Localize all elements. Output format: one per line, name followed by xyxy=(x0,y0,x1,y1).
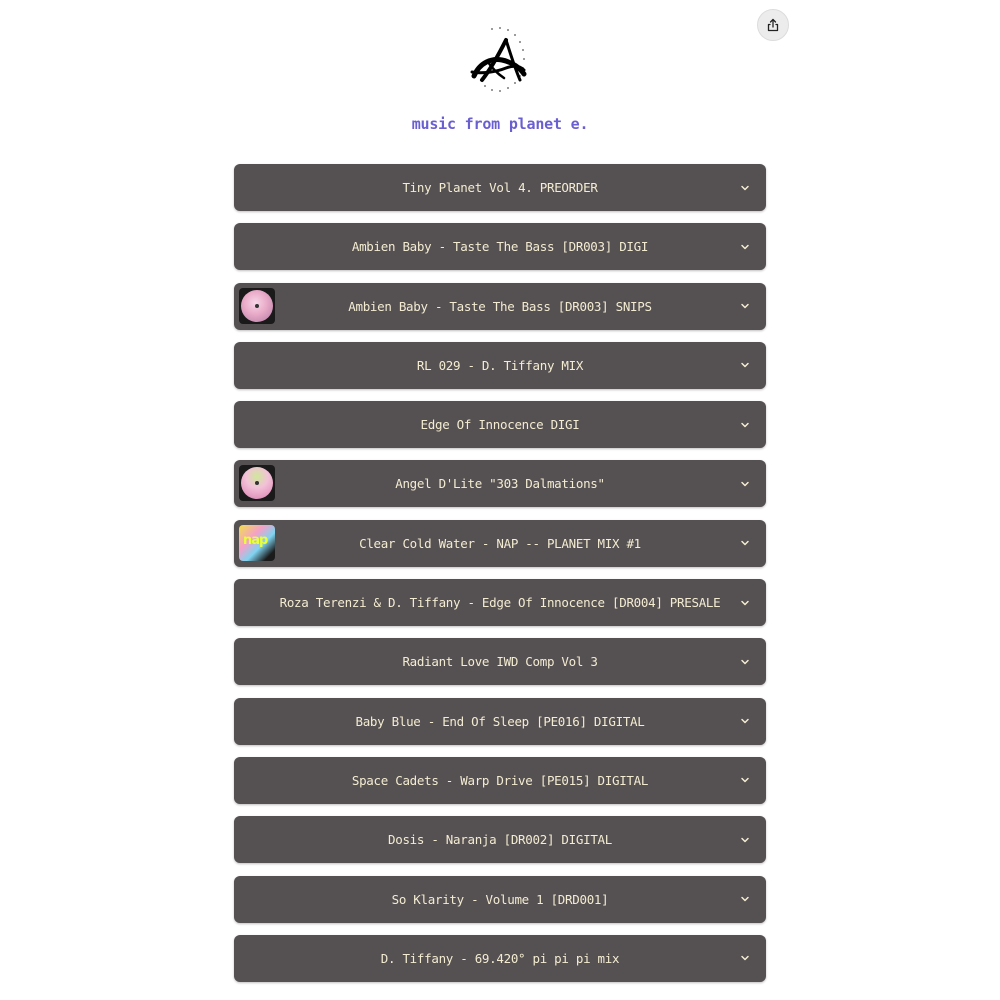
chevron-down-icon[interactable] xyxy=(740,183,750,193)
link-list xyxy=(234,164,766,994)
chevron-down-icon[interactable] xyxy=(740,953,750,963)
link-label: Ambien Baby - Taste The Bass [DR003] SNIPS xyxy=(348,298,652,314)
link-button[interactable] xyxy=(234,401,766,448)
chevron-down-icon[interactable] xyxy=(740,479,750,489)
link-label: Ambien Baby - Taste The Bass [DR003] DIGI xyxy=(351,239,649,255)
link-label: Edge Of Innocence DIGI xyxy=(420,417,580,433)
link-label: Roza Terenzi & D. Tiffany - Edge Of Innocence [DR004] PRESALE xyxy=(279,595,721,611)
link-thumbnail: nap xyxy=(239,525,275,561)
link-label: RL 029 - D. Tiffany MIX xyxy=(416,357,584,373)
link-button[interactable] xyxy=(234,283,766,330)
chevron-down-icon[interactable] xyxy=(740,657,750,667)
link-thumbnail xyxy=(239,288,275,324)
chevron-down-icon[interactable] xyxy=(740,835,750,845)
link-button[interactable] xyxy=(234,876,766,923)
link-button[interactable] xyxy=(234,579,766,626)
chevron-down-icon[interactable] xyxy=(740,242,750,252)
link-button[interactable] xyxy=(234,520,766,567)
link-button[interactable] xyxy=(234,816,766,863)
chevron-down-icon[interactable] xyxy=(740,420,750,430)
chevron-down-icon[interactable] xyxy=(740,775,750,785)
link-label: Tiny Planet Vol 4. PREORDER xyxy=(402,180,598,195)
link-button[interactable] xyxy=(234,935,766,982)
chevron-down-icon[interactable] xyxy=(740,598,750,608)
link-label: So Klarity - Volume 1 [DRD001] xyxy=(391,891,609,907)
share-icon xyxy=(766,18,780,32)
link-button[interactable] xyxy=(234,164,766,211)
chevron-down-icon[interactable] xyxy=(740,301,750,311)
link-label: Space Cadets - Warp Drive [PE015] DIGITAL xyxy=(351,772,649,788)
chevron-down-icon[interactable] xyxy=(740,894,750,904)
link-button[interactable] xyxy=(234,698,766,745)
page-tagline: music from planet e. xyxy=(411,115,589,133)
chevron-down-icon[interactable] xyxy=(740,360,750,370)
link-label: Clear Cold Water - NAP -- PLANET MIX #1 xyxy=(359,535,641,551)
link-button[interactable] xyxy=(234,223,766,270)
link-label: Angel D'Lite "303 Dalmations" xyxy=(395,476,605,492)
chevron-down-icon[interactable] xyxy=(740,716,750,726)
share-button[interactable] xyxy=(757,9,789,41)
link-button[interactable] xyxy=(234,757,766,804)
link-label: Radiant Love IWD Comp Vol 3 xyxy=(402,654,598,670)
link-thumbnail xyxy=(239,465,275,501)
link-button[interactable] xyxy=(234,638,766,685)
link-label: Dosis - Naranja [DR002] DIGITAL xyxy=(388,832,612,848)
link-button[interactable] xyxy=(234,460,766,507)
link-button[interactable] xyxy=(234,342,766,389)
planet-e-logo xyxy=(462,22,538,106)
link-label: D. Tiffany - 69.420° pi pi pi mix xyxy=(380,950,620,966)
chevron-down-icon[interactable] xyxy=(740,538,750,548)
link-label: Baby Blue - End Of Sleep [PE016] DIGITAL xyxy=(355,713,645,729)
